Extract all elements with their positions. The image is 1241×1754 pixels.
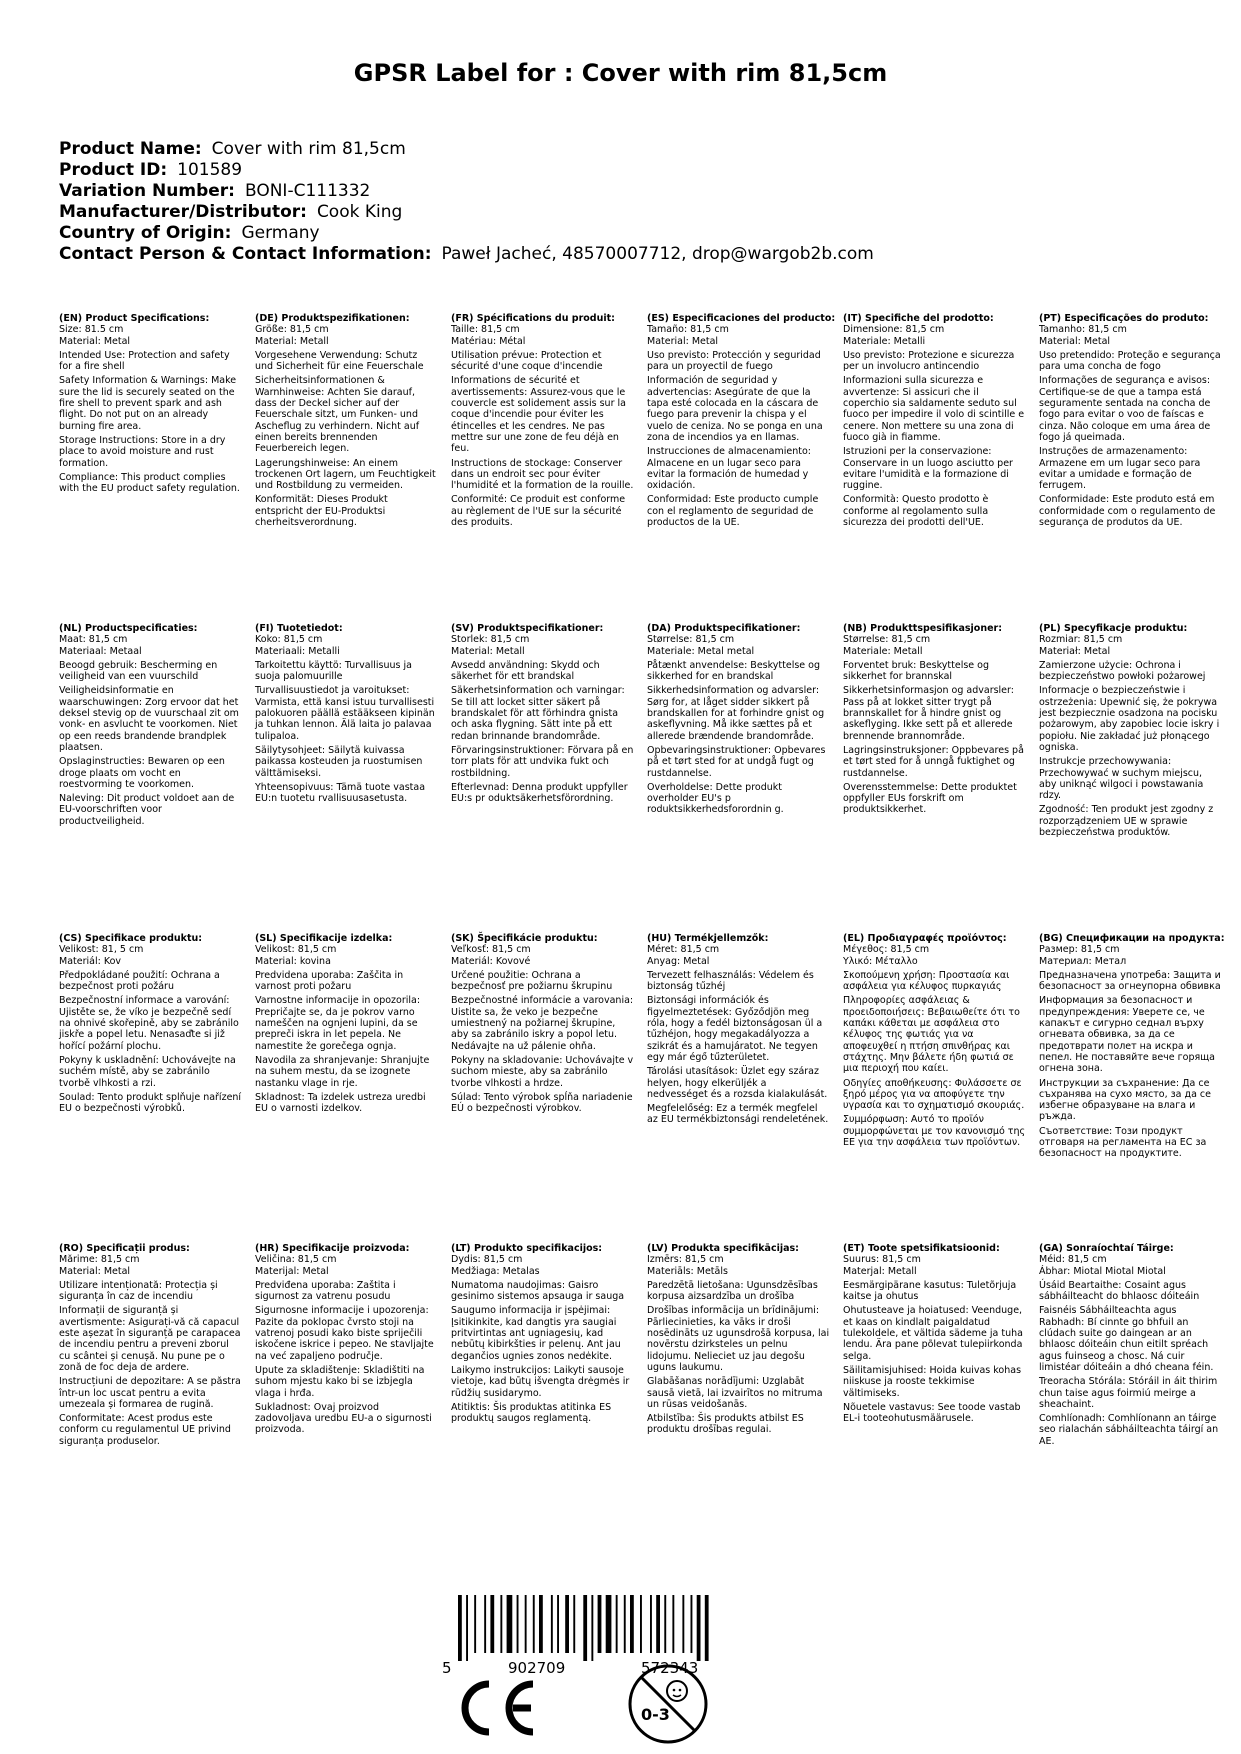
spec-block: [1039, 313, 1222, 531]
spec-block: [1039, 623, 1222, 841]
spec-block: [843, 933, 1026, 1151]
spec-line: Instrucciones de almacenamiento: Almacene en un lugar seco para evitar la formación de humedad y oxidación.: [647, 446, 811, 492]
spec-line: Materiál: Kovové: [451, 955, 531, 967]
spec-line: Tárolási utasítások: Üzlet egy száraz helyen, hogy elkerüljék a nedvességet és a rozsda kialakulását.: [647, 1066, 828, 1100]
spec-line: Uso pretendido: Proteção e segurança para uma concha de fogo: [1039, 349, 1221, 373]
spec-line: Material: Metall: [255, 335, 329, 347]
spec-line: Material: Metall: [451, 645, 525, 657]
spec-line: Инструкции за съхранение: Да се съхранява на сухо място, за да се избегне образуване на влага и ръжда.: [1039, 1077, 1211, 1123]
spec-line: Sikkerhetsinformasjon og advarsler: Pass på at lokket sitter trygt på brannskallet for å hindre gnist og askeflyging. Ikke sett på et allerede brennende brannområde.: [843, 685, 1014, 742]
spec-title: (EL) Προδιαγραφές προϊόντος:: [843, 933, 1007, 944]
spec-title: (HU) Termékjellemzők:: [647, 933, 769, 944]
spec-line: Méret: 81,5 cm: [647, 944, 720, 956]
spec-line: Predviđena uporaba: Zaštita i sigurnost za vatrenu posudu: [255, 1279, 396, 1303]
spec-line: Maat: 81,5 cm: [59, 634, 128, 646]
barcode-bar: [606, 1595, 612, 1653]
barcode-bar: [656, 1595, 660, 1653]
spec-line: Laikymo instrukcijos: Laikyti sausoje vietoje, kad būtų išvengta drėgmės ir rūdžių susidarymo.: [451, 1364, 630, 1399]
spec-title: (DA) Produktspecifikationer:: [647, 623, 801, 634]
barcode-bar: [650, 1595, 652, 1653]
spec-line: Информация за безопасност и предупреждения: Уверете се, че капакът е сигурно седнал върху огневата обвивка, за да се предотврати полет на искра и пепел. Не поставяйте вече горяща огнена зона.: [1039, 995, 1215, 1075]
spec-line: Informazioni sulla sicurezza e avvertenze: Si assicuri che il coperchio sia saldamente seduto sul fuoco per impedire il volo di scintille e cenere. Non mettere su una zona di fuoco già in fiamme.: [843, 375, 1025, 443]
spec-title: (LV) Produkta specifikācijas:: [647, 1243, 799, 1254]
spec-line: Materiaali: Metalli: [255, 645, 340, 657]
spec-line: Materijal: Metal: [255, 1265, 329, 1277]
spec-block: [647, 623, 830, 819]
spec-line: Материал: Метал: [1039, 955, 1127, 967]
spec-line: Instructions de stockage: Conserver dans un endroit sec pour éviter l'humidité et la formation de la rouille.: [451, 457, 634, 492]
barcode-digits-mid: 902709: [508, 1659, 566, 1675]
ce-mark-icon: [455, 1678, 537, 1738]
info-label: Product Name:: [59, 139, 202, 159]
info-value: Cover with rim 81,5cm: [211, 139, 406, 159]
spec-line: Overholdelse: Dette produkt overholder EU's p roduktsikkerhedsforordnin g.: [647, 781, 784, 816]
spec-line: Informații de siguranță și avertismente: Asigurați-vă că capacul este așezat în siguranță pe carapacea de incendiu pentru a preveni zborul cu scântei și cenușă. Nu pune pe o zonă de foc deja de ardere.: [59, 1305, 241, 1373]
spec-line: Intended Use: Protection and safety for a fire shell: [59, 349, 230, 373]
spec-line: Bezpečnostné informácie a varovania: Uistite sa, že veko je bezpečne umiestnený na požiarnej škrupine, aby sa zabránilo iskry a popol letu. Nedávajte na už pálenie ohňa.: [451, 995, 634, 1052]
spec-line: Compliance: This product complies with the EU product safety regulation.: [59, 471, 240, 495]
spec-line: Størrelse: 81,5 cm: [647, 634, 735, 646]
spec-block: [451, 313, 634, 531]
spec-line: Ábhar: Miotal Miotal Miotal: [1039, 1265, 1166, 1277]
spec-line: Skladnost: Ta izdelek ustreza uredbi EU o varnosti izdelkov.: [255, 1091, 426, 1115]
spec-title: (SV) Produktspecifikationer:: [451, 623, 604, 634]
spec-line: Megfelelőség: Ez a termék megfelel az EU termékbiztonsági rendeletének.: [647, 1103, 829, 1126]
spec-line: Paredzētā lietošana: Ugunsdzēsības korpusa aizsardzība un drošība: [647, 1279, 818, 1303]
spec-line: Overensstemmelse: Dette produktet oppfyller EUs forskrift om produktsikkerhet.: [843, 781, 1017, 816]
spec-line: Pokyny na skladovanie: Uchovávajte v suchom mieste, aby sa zabránilo tvorbe vlhkosti a hrdze.: [451, 1054, 634, 1089]
spec-title: (NB) Produkttspesifikasjoner:: [843, 623, 1003, 634]
barcode-bar: [573, 1595, 575, 1653]
spec-line: Dimensione: 81,5 cm: [843, 324, 945, 336]
info-value: 101589: [177, 160, 243, 180]
spec-line: Instrucțiuni de depozitare: A se păstra într-un loc uscat pentru a evita umezeala și formarea de rugină.: [59, 1376, 241, 1410]
spec-title: (FR) Spécifications du produit:: [451, 313, 615, 324]
spec-line: Comhlíonadh: Comhlíonann an táirge seo rialachán sábháilteachta táirgí an AE.: [1039, 1413, 1219, 1447]
spec-line: Sicherheitsinformationen & Warnhinweise: Achten Sie darauf, dass der Deckel sicher auf der Feuerschale sitzt, um Funken- und Ascheflug zu verhindern. Nicht auf einen bereits brennenden Feuerbereich legen.: [255, 375, 420, 455]
barcode-bar: [484, 1595, 486, 1653]
spec-block: [59, 313, 242, 497]
barcode-bar: [630, 1595, 634, 1653]
spec-line: Glabāšanas norādījumi: Uzglabāt sausā vietā, lai izvairītos no mitruma un rūsas veidošanās.: [647, 1376, 823, 1410]
barcode-bar: [624, 1595, 626, 1653]
spec-line: Biztonsági információk és figyelmeztetések: Győződjön meg róla, hogy a fedél biztonságosan ül a tűzhéjon, hogy megakadályozza a szikrát és a hamujáratot. Ne tegyen egy már égő tűzterületet.: [647, 995, 823, 1063]
spec-block: [451, 933, 634, 1117]
spec-line: Materiał: Metal: [1039, 645, 1111, 657]
barcode-bar: [533, 1595, 535, 1653]
spec-line: Sukladnost: Ovaj proizvod zadovoljava uredbu EU-a o sigurnosti proizvoda.: [255, 1401, 432, 1436]
spec-title: (DE) Produktspezifikationen:: [255, 313, 410, 324]
spec-line: Yhteensopivuus: Tämä tuote vastaa EU:n tuotetu rvallisuusasetusta.: [255, 781, 426, 805]
spec-line: Istruzioni per la conservazione: Conservare in un luogo asciutto per evitare l'umidità e la formazione di ruggine.: [843, 446, 1013, 492]
spec-line: Sigurnosne informacije i upozorenja: Pazite da poklopac čvrsto stoji na vatrenoj posudi kako biste spriječili iskočene iskrice i pepeo. Ne stavljajte na već zapaljeno područje.: [255, 1305, 434, 1362]
spec-line: Veličina: 81,5 cm: [255, 1254, 337, 1266]
product-name-row: [59, 139, 874, 160]
spec-title: (PT) Especificações do produto:: [1039, 313, 1209, 324]
spec-line: Súlad: Tento výrobok spĺňa nariadenie EÚ o bezpečnosti výrobkov.: [451, 1091, 633, 1115]
spec-title: (IT) Specifiche del prodotto:: [843, 313, 994, 324]
barcode-bar: [525, 1595, 527, 1653]
spec-line: Material: kovina: [255, 955, 331, 967]
spec-line: Ohutusteave ja hoiatused: Veenduge, et kaas on kindlalt paigaldatud tulekoldele, et vältida sädeme ja tuha lendu. Ära pane põlevat tulepiirkonda selga.: [843, 1305, 1023, 1362]
barcode-digits-right: 572343: [641, 1659, 699, 1675]
spec-line: Materiale: Metall: [843, 645, 923, 657]
spec-line: Zgodność: Ten produkt jest zgodny z rozporządzeniem UE w sprawie bezpieczeństwa produktów.: [1039, 804, 1214, 839]
spec-title: (ET) Toote spetsifikatsioonid:: [843, 1243, 1000, 1254]
spec-line: Lagringsinstruksjoner: Oppbevares på et tørt sted for å unngå fuktighet og rustdannelse.: [843, 744, 1024, 779]
spec-line: Σκοπούμενη χρήση: Προστασία και ασφάλεια για κέλυφος πυρκαγιάς: [843, 969, 1010, 993]
spec-line: Material: Metal: [647, 335, 719, 347]
info-label: Country of Origin:: [59, 223, 232, 243]
spec-block: [255, 933, 438, 1117]
barcode-bar: [598, 1595, 602, 1653]
spec-block: [647, 1243, 830, 1439]
spec-line: Συμμόρφωση: Αυτό το προϊόν συμμορφώνεται με τον κανονισμό της ΕΕ για την ασφάλεια των προϊόντων.: [843, 1114, 1026, 1149]
spec-line: Materiāls: Metāls: [647, 1265, 728, 1277]
info-value: Cook King: [316, 202, 403, 222]
barcode-bar: [507, 1595, 513, 1653]
spec-title: (NL) Productspecificaties:: [59, 623, 198, 634]
spec-line: Material: Metal: [59, 1265, 131, 1277]
barcode-bar: [517, 1595, 519, 1653]
spec-line: Μέγεθος: 81,5 cm: [843, 944, 930, 956]
info-label: Product ID:: [59, 160, 168, 180]
age-warning-label: 0-3: [641, 1705, 670, 1724]
spec-line: Avsedd användning: Skydd och säkerhet för ett brandskal: [451, 659, 600, 683]
spec-line: Drošības informācija un brīdinājumi: Pārliecinieties, ka vāks ir droši nosēdināts uz ugunsdrošā korpusa, lai novērstu dzirksteles un pelnu lidojumu. Nelieciet uz jau degošu uguns laukumu.: [647, 1305, 830, 1373]
spec-line: Size: 81.5 cm: [59, 324, 124, 336]
spec-line: Určené použitie: Ochrana a bezpečnosť pre požiarnu škrupinu: [451, 969, 613, 993]
barcode-bars: [458, 1595, 709, 1661]
spec-line: Uso previsto: Protezione e sicurezza per un involucro antincendio: [843, 349, 1015, 373]
spec-block: [451, 1243, 634, 1427]
spec-line: Conformidad: Este producto cumple con el reglamento de seguridad de productos de la UE.: [647, 494, 819, 529]
spec-line: Instruções de armazenamento: Armazene em um lugar seco para evitar a umidade e formação de ferrugem.: [1039, 446, 1201, 492]
spec-line: Zamierzone użycie: Ochrona i bezpieczeństwo powłoki pożarowej: [1039, 659, 1206, 683]
barcode-bar: [705, 1595, 709, 1661]
info-value: BONI-C111332: [244, 181, 371, 201]
barcode-bar: [551, 1595, 553, 1653]
spec-line: Uso previsto: Protección y seguridad para un proyectil de fuego: [647, 349, 821, 373]
spec-block: [647, 933, 830, 1129]
spec-line: Conformité: Ce produit est conforme au règlement de l'UE sur la sécurité des produits.: [451, 494, 626, 529]
spec-title: (CS) Specifikace produktu:: [59, 933, 203, 944]
spec-line: Matériau: Métal: [451, 335, 526, 347]
spec-line: Numatoma naudojimas: Gaisro gesinimo sistemos apsauga ir sauga: [451, 1279, 625, 1303]
spec-block: [843, 623, 1026, 819]
barcode-bar: [539, 1595, 543, 1653]
barcode-bar: [500, 1595, 502, 1653]
spec-line: Conformitate: Acest produs este conform cu regulamentul UE privind siguranța produselor.: [59, 1413, 231, 1447]
spec-line: Størrelse: 81,5 cm: [843, 634, 931, 646]
spec-line: Säilytysohjeet: Säilytä kuivassa paikassa kosteuden ja ruostumisen välttämiseksi.: [255, 744, 423, 779]
spec-title: (ES) Especificaciones del producto:: [647, 313, 836, 324]
spec-block: [59, 933, 242, 1117]
info-label: Manufacturer/Distributor:: [59, 202, 307, 222]
spec-line: Material: Metal: [59, 335, 131, 347]
spec-title: (FI) Tuotetiedot:: [255, 623, 343, 634]
spec-line: Säilitamisjuhised: Hoida kuivas kohas niiskuse ja rooste tekkimise vältimiseks.: [843, 1364, 1022, 1399]
product-info: [59, 139, 874, 265]
info-label: Variation Number:: [59, 181, 235, 201]
spec-title: (BG) Спецификации на продукта:: [1039, 933, 1225, 944]
info-label: Contact Person & Contact Information:: [59, 244, 432, 264]
barcode-bar: [691, 1595, 693, 1653]
spec-block: [843, 313, 1026, 531]
barcode-digits-left: 5: [442, 1659, 452, 1675]
spec-line: Съответствие: Този продукт отговаря на регламента на ЕС за безопасност на продуктите.: [1039, 1125, 1207, 1160]
spec-line: Размер: 81,5 cm: [1039, 944, 1120, 956]
spec-grid: [59, 313, 1241, 1633]
spec-title: (SL) Specifikacije izdelka:: [255, 933, 393, 944]
spec-block: [647, 313, 836, 531]
spec-title: (PL) Specyfikacje produktu:: [1039, 623, 1188, 634]
spec-line: Sikkerhedsinformation og advarsler: Sørg for, at låget sidder sikkert på brandskallen for at forhindre gnist og askeflyvning. Må ikke sættes på et allerede brændende brandområde.: [647, 685, 825, 742]
spec-line: Turvallisuustiedot ja varoitukset: Varmista, että kansi istuu turvallisesti palokuoren päällä estääkseen kipinän ja tuhkan lennon. Älä laita jo palavaa tulipaloa.: [255, 685, 435, 742]
spec-line: Säkerhetsinformation och varningar: Se till att locket sitter säkert på brandskalet för att förhindra gnista och aska flygning. Sätt inte på ett redan brinnande brandområde.: [451, 685, 625, 742]
spec-line: Naleving: Dit product voldoet aan de EU-voorschriften voor productveiligheid.: [59, 793, 235, 827]
spec-line: Material: Metal: [1039, 335, 1111, 347]
manufacturer-row: [59, 202, 874, 223]
barcode-bar: [466, 1595, 468, 1661]
contact-row: [59, 244, 874, 265]
spec-line: Größe: 81,5 cm: [255, 324, 329, 336]
spec-line: Conformidade: Este produto está em conformidade com o regulamento de segurança de produtos da UE.: [1039, 494, 1216, 529]
info-value: Paweł Jacheć, 48570007712, drop@wargob2b.com: [441, 244, 874, 264]
spec-line: Förvaringsinstruktioner: Förvara på en torr plats för att undvika fukt och rostbildning.: [451, 744, 634, 779]
spec-line: Beoogd gebruik: Bescherming en veiligheid van een vuurschild: [59, 659, 218, 683]
spec-line: Anyag: Metal: [647, 955, 710, 967]
barcode-bar: [458, 1595, 462, 1661]
spec-line: Izmērs: 81,5 cm: [647, 1254, 724, 1266]
page-title: GPSR Label for : Cover with rim 81,5cm: [353, 59, 888, 87]
barcode-bar: [682, 1595, 684, 1653]
spec-line: Bezpečnostní informace a varování: Ujistěte se, že víko je bezpečně sedí na ohnivé skořepině, aby se zabránilo jiskře a popel letu. Nenasaďte si již hořící požární plochu.: [59, 995, 239, 1052]
info-value: Germany: [241, 223, 320, 243]
spec-line: Storlek: 81,5 cm: [451, 634, 530, 646]
variation-number-row: [59, 181, 874, 202]
spec-line: Safety Information & Warnings: Make sure the lid is securely seated on the fire shell to prevent spark and ash flight. Do not put on an already burning fire area.: [59, 375, 237, 432]
spec-line: Předpokládané použití: Ochrana a bezpečnost proti požáru: [59, 969, 220, 993]
spec-line: Πληροφορίες ασφάλειας & προειδοποιήσεις: Βεβαιωθείτε ότι το καπάκι κάθεται με ασφάλεια στο κέλυφος της φωτιάς για να αποφευχθεί η πτήση σπινθήρας και στάχτης. Μην βάλετε ήδη φωτιά σε μια περιοχή που καίει.: [843, 995, 1020, 1075]
spec-line: Konformität: Dieses Produkt entspricht der EU-Produktsi cherheitsverordnung.: [255, 494, 388, 529]
spec-line: Suurus: 81,5 cm: [843, 1254, 921, 1266]
spec-line: Veľkosť: 81,5 cm: [451, 944, 531, 956]
spec-line: Koko: 81,5 cm: [255, 634, 323, 646]
spec-block: [255, 1243, 438, 1439]
spec-title: (GA) Sonraíochtaí Táirge:: [1039, 1243, 1174, 1254]
barcode-bar: [664, 1595, 666, 1653]
spec-line: Méid: 81,5 cm: [1039, 1254, 1107, 1266]
spec-line: Tervezett felhasználás: Védelem és biztonság tűzhéj: [647, 969, 814, 993]
spec-line: Navodila za shranjevanje: Shranjujte na suhem mestu, da se izognete nastanku vlage in rje.: [255, 1054, 430, 1089]
spec-line: Forventet bruk: Beskyttelse og sikkerhet for brannskal: [843, 659, 990, 683]
spec-line: Opslaginstructies: Bewaren op een droge plaats om vocht en roestvorming te voorkomen.: [59, 756, 225, 790]
spec-line: Påtænkt anvendelse: Beskyttelse og sikkerhed for en brandskal: [647, 659, 820, 683]
spec-line: Efterlevnad: Denna produkt uppfyller EU:s pr oduktsäkerhetsförordning.: [451, 781, 628, 805]
spec-line: Varnostne informacije in opozorila: Prepričajte se, da je pokrov varno nameščen na ognjeni lupini, da se prepreči iskra in let pepela. Ne namestite že gorečega ognja.: [255, 995, 421, 1052]
spec-block: [1039, 933, 1225, 1163]
spec-line: Materiale: Metal metal: [647, 645, 755, 657]
spec-line: Tamaño: 81,5 cm: [647, 324, 729, 336]
spec-block: [59, 1243, 242, 1450]
spec-line: Velikost: 81, 5 cm: [59, 944, 144, 956]
spec-line: Tarkoitettu käyttö: Turvallisuus ja suoja palomuurille: [255, 659, 412, 683]
spec-line: Upute za skladištenje: Skladištiti na suhom mjestu kako bi se izbjegla vlaga i hrđa.: [255, 1364, 425, 1399]
spec-line: Pokyny k uskladnění: Uchovávejte na suchém místě, aby se zabránilo tvorbě vlhkosti a rzi.: [59, 1054, 236, 1089]
barcode-bar: [490, 1595, 494, 1653]
spec-block: [255, 623, 438, 807]
spec-line: Dydis: 81,5 cm: [451, 1254, 523, 1266]
spec-line: Storage Instructions: Store in a dry place to avoid moisture and rust formation.: [59, 434, 226, 469]
spec-line: Úsáid Beartaithe: Cosaint agus sábháilteacht do bhlaosc dóiteáin: [1039, 1279, 1200, 1303]
age-warning-icon: [627, 1663, 709, 1745]
spec-line: Informacje o bezpieczeństwie i ostrzeżenia: Upewnić się, że pokrywa jest bezpiecznie osadzona na pocisku pożarowym, aby zapobiec locie iskry i popiołu. Nie zakładać już płonącego ogniska.: [1039, 685, 1220, 753]
spec-line: Tamanho: 81,5 cm: [1039, 324, 1127, 336]
barcode-bar: [565, 1595, 569, 1653]
barcode-bar: [672, 1595, 674, 1653]
spec-line: Предназначена употреба: Защита и безопасност за огнеупорна обвивка: [1039, 969, 1221, 993]
spec-line: Rozmiar: 81,5 cm: [1039, 634, 1123, 646]
spec-line: Materiaal: Metaal: [59, 645, 142, 657]
spec-line: Eesmärgipärane kasutus: Tuletõrjuja kaitse ja ohutus: [843, 1279, 1017, 1303]
spec-line: Saugumo informacija ir įspėjimai: Įsitikinkite, kad dangtis yra saugiai pritvirtintas ant ugniagesių, kad nebūtų kibirkšties ir pelenų. Ant jau degančios ugnies zonos nedėkite.: [451, 1305, 621, 1362]
spec-line: Mărime: 81,5 cm: [59, 1254, 140, 1266]
spec-line: Materiál: Kov: [59, 955, 122, 967]
barcode-bar: [474, 1595, 476, 1653]
spec-title: (RO) Specificații produs:: [59, 1243, 190, 1254]
spec-line: Soulad: Tento produkt splňuje nařízení EU o bezpečnosti výrobků.: [59, 1091, 242, 1115]
spec-line: Medžiaga: Metalas: [451, 1265, 540, 1277]
spec-line: Atbilstība: Šis produkts atbilst ES produktu drošības regulai.: [647, 1413, 804, 1436]
spec-line: Υλικό: Μέταλλο: [843, 955, 918, 967]
spec-block: [451, 623, 634, 807]
spec-line: Οδηγίες αποθήκευσης: Φυλάσσετε σε ξηρό μέρος για να αποφύγετε την υγρασία και το σχηματισμό σκουριάς.: [843, 1077, 1025, 1112]
spec-line: Informations de sécurité et avertissements: Assurez-vous que le couvercle est solidement assis sur la coque d'incendie pour éviter les étincelles et les cendres. Ne pas mettre sur une zone de feu déjà en feu.: [451, 375, 626, 455]
spec-line: Conformità: Questo prodotto è conforme al regolamento sulla sicurezza dei prodotti dell'UE.: [843, 494, 989, 529]
country-row: [59, 223, 874, 244]
spec-title: (HR) Specifikacije proizvoda:: [255, 1243, 410, 1254]
product-id-row: [59, 160, 874, 181]
spec-line: Vorgesehene Verwendung: Schutz und Sicherheit für eine Feuerschale: [255, 349, 424, 373]
barcode-bar: [557, 1595, 559, 1653]
spec-title: (SK) Špecifikácie produktu:: [451, 933, 598, 944]
barcode-bar: [640, 1595, 642, 1653]
spec-line: Utilisation prévue: Protection et sécurité d'une coque d'incendie: [451, 349, 603, 373]
spec-line: Lagerungshinweise: An einem trockenen Ort lagern, um Feuchtigkeit und Rostbildung zu vermeiden.: [255, 457, 436, 492]
barcode-bar: [591, 1595, 593, 1661]
spec-line: Veiligheidsinformatie en waarschuwingen: Zorg ervoor dat het deksel stevig op de vuurschaal zit om vonk- en asvlucht te voorkomen. Niet op een reeds brandende brandplek plaatsen.: [59, 685, 239, 753]
spec-line: Opbevaringsinstruktioner: Opbevares på et tørt sted for at undgå fugt og rustdannelse.: [647, 744, 826, 779]
barcode-bar: [697, 1595, 701, 1661]
spec-line: Información de seguridad y advertencias: Asegúrate de que la tapa esté colocada en la cáscara de fuego para prevenir la chispa y el vuelo de ceniza. No se ponga en una zona de incendios ya en llamas.: [647, 375, 823, 443]
spec-line: Velikost: 81,5 cm: [255, 944, 337, 956]
spec-line: Taille: 81,5 cm: [451, 324, 520, 336]
spec-line: Instrukcje przechowywania: Przechowywać w suchym miejscu, aby uniknąć wilgoci i powstawania rdzy.: [1039, 756, 1204, 802]
spec-line: Materiale: Metalli: [843, 335, 926, 347]
barcode-bar: [616, 1595, 618, 1653]
spec-line: Informações de segurança e avisos: Certifique-se de que a tampa está seguramente sentada na concha de fogo para evitar o voo de faíscas e cinza. Não coloque em uma área de fogo já queimada.: [1039, 375, 1211, 443]
spec-line: Predvidena uporaba: Zaščita in varnost proti požaru: [255, 969, 404, 993]
barcode-bar: [583, 1595, 587, 1661]
spec-block: [255, 313, 438, 531]
spec-line: Materjal: Metall: [843, 1265, 917, 1277]
spec-block: [59, 623, 242, 830]
spec-line: Utilizare intenționată: Protecția și siguranța în caz de incendiu: [59, 1279, 218, 1303]
spec-line: Nõuetele vastavus: See toode vastab EL-i tooteohutusmäärusele.: [843, 1401, 1021, 1425]
spec-block: [1039, 1243, 1222, 1450]
spec-block: [843, 1243, 1026, 1427]
spec-title: (EN) Product Specifications:: [59, 313, 210, 324]
spec-title: (LT) Produkto specifikacijos:: [451, 1243, 603, 1254]
spec-line: Treoracha Stórála: Stóráil in áit thirim chun taise agus foirmiú meirge a sheachaint.: [1039, 1376, 1218, 1410]
spec-line: Faisnéis Sábháilteachta agus Rabhadh: Bí cinnte go bhfuil an clúdach suite go daingean ar an bhlaosc dóiteáin chun eitilt spréach agus fuinseog a chosc. Ná cuir limistéar dóiteáin a dhó cheana féin.: [1039, 1305, 1214, 1373]
spec-line: Atitiktis: Šis produktas atitinka ES produktų saugos reglamentą.: [451, 1401, 612, 1425]
